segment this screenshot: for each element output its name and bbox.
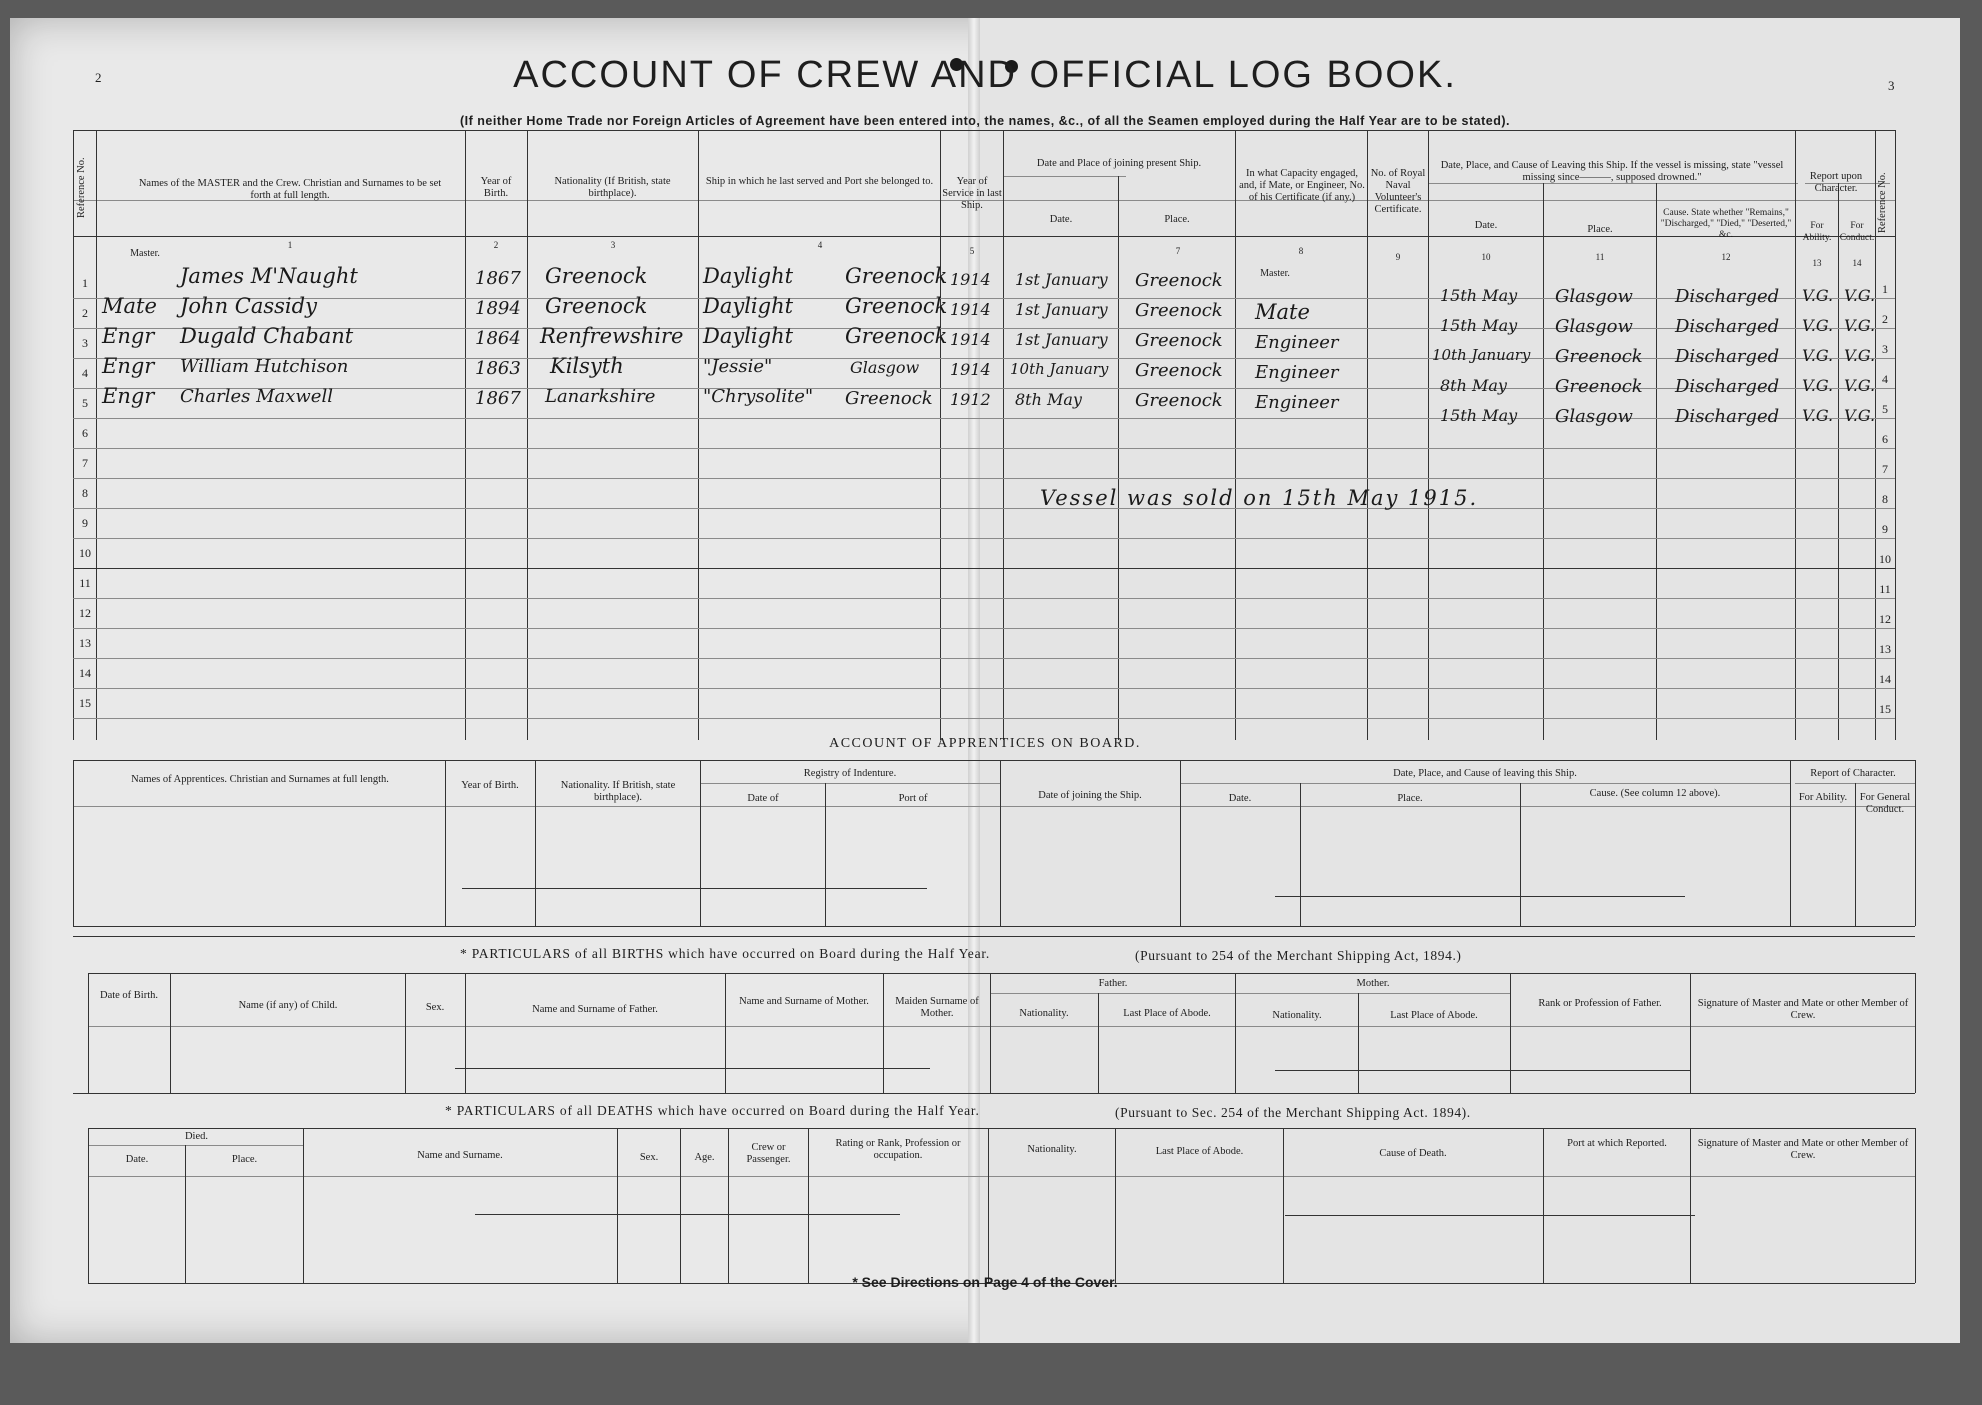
rule bbox=[1180, 760, 1181, 926]
crew-ship: Daylight bbox=[703, 324, 794, 348]
crew-port: Greenock bbox=[845, 388, 933, 409]
crew-ability: V.G. bbox=[1802, 316, 1834, 335]
rule bbox=[535, 760, 536, 926]
crew-join-date: 1st January bbox=[1015, 330, 1108, 349]
rule bbox=[1510, 973, 1511, 1093]
rule bbox=[680, 1128, 681, 1283]
rule bbox=[73, 926, 1915, 927]
rule bbox=[73, 806, 1915, 807]
death-header-died: Died. bbox=[184, 1131, 209, 1142]
row-number: 12 bbox=[79, 606, 91, 620]
row-number: 11 bbox=[79, 576, 91, 590]
rule bbox=[988, 1128, 989, 1283]
appr-header-date: Date. bbox=[1228, 793, 1252, 804]
births-act: (Pursuant to 254 of the Merchant Shipping Act, 1894.) bbox=[1135, 948, 1462, 963]
crew-join-date: 1st January bbox=[1015, 270, 1108, 289]
vessel-sold-note: Vessel was sold on 15th May 1915. bbox=[1040, 486, 1479, 510]
row-number: 3 bbox=[82, 336, 88, 350]
header-year-service: Year of Service in last Ship. bbox=[942, 176, 1002, 211]
rule bbox=[1358, 993, 1359, 1093]
rule bbox=[1656, 183, 1657, 740]
crew-ability: V.G. bbox=[1802, 406, 1834, 425]
rule bbox=[700, 760, 701, 926]
row-number: 12 bbox=[1879, 612, 1891, 626]
crew-leave-place: Greenock bbox=[1555, 346, 1643, 367]
col-number: 1 bbox=[287, 240, 293, 250]
master-label: Master. bbox=[130, 248, 160, 259]
page-number-left: 2 bbox=[95, 70, 102, 85]
row-rule bbox=[73, 538, 1895, 539]
crew-cause: Discharged bbox=[1675, 316, 1780, 337]
rule bbox=[73, 760, 74, 926]
page-footer: * See Directions on Page 4 of the Cover. bbox=[852, 1274, 1118, 1290]
crew-name: Dugald Chabant bbox=[180, 324, 354, 348]
crew-ship: Daylight bbox=[703, 294, 794, 318]
crew-birth: 1867 bbox=[475, 268, 521, 289]
row-number: 1 bbox=[82, 276, 88, 290]
births-title: * PARTICULARS of all BIRTHS which have occurred on Board during the Half Year. bbox=[460, 946, 991, 961]
rule bbox=[445, 760, 446, 926]
crew-port: Glasgow bbox=[850, 358, 920, 377]
death-header-age: Age. bbox=[694, 1152, 715, 1163]
crew-rank: Engr bbox=[102, 384, 155, 408]
rule bbox=[1283, 1128, 1284, 1283]
rule bbox=[1795, 130, 1796, 740]
crew-cause: Discharged bbox=[1675, 376, 1780, 397]
rule bbox=[73, 236, 1895, 237]
rule bbox=[883, 973, 884, 1093]
crew-ability: V.G. bbox=[1802, 376, 1834, 395]
rule bbox=[1838, 183, 1839, 740]
logbook-spread bbox=[10, 18, 1960, 1343]
rule bbox=[1543, 183, 1544, 740]
rule bbox=[88, 1176, 1915, 1177]
rule bbox=[698, 130, 699, 740]
crew-nationality: Kilsyth bbox=[550, 354, 624, 378]
crew-join-place: Greenock bbox=[1135, 390, 1223, 411]
crew-ability: V.G. bbox=[1802, 286, 1834, 305]
rule bbox=[88, 1128, 1915, 1129]
row-rule bbox=[73, 688, 1895, 689]
rule bbox=[1895, 130, 1896, 740]
row-number: 4 bbox=[82, 366, 88, 380]
rule bbox=[88, 1145, 303, 1146]
row-number: 13 bbox=[1879, 642, 1891, 656]
header-nationality: Nationality (If British, state birthplace). bbox=[554, 176, 671, 199]
rule bbox=[940, 130, 941, 740]
crew-join-place: Greenock bbox=[1135, 330, 1223, 351]
crew-join-date: 10th January bbox=[1010, 360, 1109, 378]
crew-conduct: V.G. bbox=[1844, 286, 1876, 305]
crew-capacity: Engineer bbox=[1255, 332, 1339, 353]
birth-header-rank: Rank or Profession of Father. bbox=[1538, 998, 1662, 1009]
col-number: 10 bbox=[1481, 252, 1491, 262]
rule bbox=[185, 1145, 186, 1283]
row-number: 3 bbox=[1882, 342, 1888, 356]
crew-conduct: V.G. bbox=[1844, 346, 1876, 365]
row-rule bbox=[73, 628, 1895, 629]
rule bbox=[1915, 973, 1916, 1093]
appr-header-birth: Year of Birth. bbox=[461, 780, 519, 791]
rule bbox=[96, 130, 97, 740]
header-birth: Year of Birth. bbox=[480, 176, 512, 199]
crew-join-date: 1st January bbox=[1015, 300, 1108, 319]
row-number: 10 bbox=[79, 546, 91, 560]
crew-leave-place: Glasgow bbox=[1555, 286, 1633, 307]
col-number: 12 bbox=[1721, 252, 1731, 262]
rule bbox=[1003, 176, 1126, 177]
crew-nationality: Lanarkshire bbox=[545, 386, 656, 407]
crew-year: 1912 bbox=[950, 390, 991, 409]
death-header-date: Date. bbox=[125, 1154, 149, 1165]
header-join-place: Place. bbox=[1164, 214, 1190, 225]
rule bbox=[617, 1128, 618, 1283]
crew-ship: "Jessie" bbox=[703, 356, 773, 377]
crew-nationality: Renfrewshire bbox=[540, 324, 684, 348]
row-number: 14 bbox=[1879, 672, 1891, 686]
rule bbox=[1915, 760, 1916, 926]
header-ref-no-right: Reference No. bbox=[1877, 172, 1888, 234]
row-number: 5 bbox=[1882, 402, 1888, 416]
crew-leave-place: Greenock bbox=[1555, 376, 1643, 397]
crew-capacity: Master. bbox=[1260, 268, 1290, 279]
crew-year: 1914 bbox=[950, 270, 991, 289]
rule bbox=[1543, 1128, 1544, 1283]
rule bbox=[88, 1128, 89, 1283]
row-number: 7 bbox=[82, 456, 88, 470]
col-number: 2 bbox=[493, 240, 499, 250]
row-rule bbox=[73, 478, 1895, 479]
page-subtitle: (If neither Home Trade nor Foreign Articles of Agreement have been entered into, the names, &c., of all the Seamen employed during the Half Year are to be stated). bbox=[459, 114, 1510, 128]
row-number: 15 bbox=[79, 696, 91, 710]
death-header-place: Place. bbox=[231, 1154, 258, 1165]
rule bbox=[73, 760, 1915, 761]
rule bbox=[465, 130, 466, 740]
crew-conduct: V.G. bbox=[1844, 376, 1876, 395]
crew-leave-place: Glasgow bbox=[1555, 316, 1633, 337]
rule bbox=[1118, 176, 1119, 740]
col-number: 8 bbox=[1298, 246, 1304, 256]
birth-header-mother-name: Name and Surname of Mother. bbox=[739, 996, 869, 1007]
page-title: ACCOUNT OF CREW AND OFFICIAL LOG BOOK. bbox=[513, 54, 1457, 96]
rule bbox=[1300, 783, 1301, 926]
appr-header-leaving: Date, Place, and Cause of leaving this Ship. bbox=[1393, 768, 1577, 779]
row-number: 11 bbox=[1879, 582, 1891, 596]
death-header-abode: Last Place of Abode. bbox=[1155, 1146, 1244, 1157]
rule bbox=[73, 568, 1895, 569]
rule bbox=[1180, 783, 1790, 784]
crew-leave-date: 15th May bbox=[1440, 316, 1518, 335]
header-leave-place: Place. bbox=[1587, 224, 1613, 235]
header-joining: Date and Place of joining present Ship. bbox=[1036, 158, 1202, 169]
rule bbox=[1428, 130, 1429, 740]
deaths-title: * PARTICULARS of all DEATHS which have occurred on Board during the Half Year. bbox=[445, 1103, 980, 1118]
row-number: 8 bbox=[82, 486, 88, 500]
crew-leave-place: Glasgow bbox=[1555, 406, 1633, 427]
rule bbox=[1003, 130, 1004, 740]
rule bbox=[73, 130, 1895, 131]
row-rule bbox=[73, 718, 1895, 719]
rule bbox=[1235, 130, 1236, 740]
header-capacity: In what Capacity engaged, and, if Mate, or Engineer, No. of his Certificate (if any.) bbox=[1239, 168, 1365, 203]
strike-line bbox=[462, 888, 927, 889]
crew-nationality: Greenock bbox=[545, 264, 648, 288]
rule bbox=[1790, 760, 1791, 926]
rule bbox=[88, 973, 1915, 974]
row-number: 8 bbox=[1882, 492, 1888, 506]
rule bbox=[73, 936, 1915, 937]
header-cause: Cause. State whether "Remains," "Discharged," "Died," "Deserted," &c. bbox=[1660, 208, 1792, 240]
rule bbox=[1520, 783, 1521, 926]
crew-name: John Cassidy bbox=[180, 294, 317, 318]
birth-header-maiden: Maiden Surname of Mother. bbox=[895, 996, 979, 1019]
appr-header-place: Place. bbox=[1397, 793, 1423, 804]
header-ref-no: Reference No. bbox=[76, 157, 87, 219]
rule bbox=[1098, 993, 1099, 1093]
rule bbox=[88, 1026, 1915, 1027]
crew-rank: Engr bbox=[102, 354, 155, 378]
row-number: 2 bbox=[82, 306, 88, 320]
crew-birth: 1867 bbox=[475, 388, 521, 409]
rule bbox=[405, 973, 406, 1093]
col-number: 14 bbox=[1852, 258, 1862, 268]
deaths-act: (Pursuant to Sec. 254 of the Merchant Shipping Act. 1894). bbox=[1115, 1105, 1471, 1120]
crew-name: William Hutchison bbox=[180, 356, 349, 377]
crew-join-place: Greenock bbox=[1135, 300, 1223, 321]
rule bbox=[808, 1128, 809, 1283]
rule bbox=[1915, 1128, 1916, 1283]
birth-header-father-abode: Last Place of Abode. bbox=[1123, 1008, 1211, 1019]
rule bbox=[990, 973, 991, 1093]
col-number: 3 bbox=[610, 240, 616, 250]
row-number: 9 bbox=[1882, 522, 1888, 536]
death-header-cause: Cause of Death. bbox=[1379, 1148, 1447, 1159]
strike-line bbox=[455, 1068, 930, 1069]
col-number: 13 bbox=[1812, 258, 1822, 268]
rule bbox=[728, 1128, 729, 1283]
header-leave-date: Date. bbox=[1474, 220, 1498, 231]
col-number: 11 bbox=[1595, 252, 1605, 262]
death-header-sex: Sex. bbox=[639, 1152, 659, 1163]
apprentices-title: ACCOUNT OF APPRENTICES ON BOARD. bbox=[829, 736, 1141, 751]
row-number: 2 bbox=[1882, 312, 1888, 326]
row-number: 9 bbox=[82, 516, 88, 530]
header-join-date: Date. bbox=[1049, 214, 1073, 225]
crew-port: Greenock bbox=[845, 294, 948, 318]
strike-line bbox=[475, 1214, 900, 1215]
crew-ability: V.G. bbox=[1802, 346, 1834, 365]
row-number: 10 bbox=[1879, 552, 1891, 566]
death-header-port: Port at which Reported. bbox=[1567, 1138, 1667, 1149]
crew-ship: Daylight bbox=[703, 264, 794, 288]
crew-cause: Discharged bbox=[1675, 406, 1780, 427]
crew-cause: Discharged bbox=[1675, 286, 1780, 307]
header-ability: For Ability. bbox=[1802, 221, 1832, 243]
crew-ship: "Chrysolite" bbox=[703, 386, 814, 407]
crew-birth: 1863 bbox=[475, 358, 521, 379]
row-number: 14 bbox=[79, 666, 91, 680]
rule bbox=[825, 783, 826, 926]
row-number: 6 bbox=[82, 426, 88, 440]
crew-capacity: Mate bbox=[1255, 300, 1310, 324]
crew-conduct: V.G. bbox=[1844, 406, 1876, 425]
rule bbox=[73, 130, 74, 740]
crew-port: Greenock bbox=[845, 324, 948, 348]
row-number: 7 bbox=[1882, 462, 1888, 476]
death-header-nationality: Nationality. bbox=[1027, 1144, 1077, 1155]
appr-header-port-of: Port of bbox=[898, 793, 928, 804]
appr-header-conduct: For General Conduct. bbox=[1859, 792, 1911, 815]
rule bbox=[1115, 1128, 1116, 1283]
rule bbox=[725, 973, 726, 1093]
crew-capacity: Engineer bbox=[1255, 362, 1339, 383]
death-header-rating: Rating or Rank, Profession or occupation. bbox=[835, 1138, 961, 1161]
death-header-name: Name and Surname. bbox=[417, 1150, 503, 1161]
crew-conduct: V.G. bbox=[1844, 316, 1876, 335]
birth-header-mother: Mother. bbox=[1356, 978, 1390, 989]
crew-year: 1914 bbox=[950, 360, 991, 379]
appr-header-joining: Date of joining the Ship. bbox=[1038, 790, 1142, 801]
crew-nationality: Greenock bbox=[545, 294, 648, 318]
birth-header-sex: Sex. bbox=[425, 1002, 445, 1013]
crew-name: Charles Maxwell bbox=[180, 386, 333, 407]
rule bbox=[1235, 973, 1236, 1093]
crew-join-place: Greenock bbox=[1135, 270, 1223, 291]
appr-header-report: Report of Character. bbox=[1810, 768, 1896, 779]
row-number: 1 bbox=[1882, 282, 1888, 296]
strike-line bbox=[1285, 1215, 1695, 1216]
death-header-signature: Signature of Master and Mate or other Member of Crew. bbox=[1697, 1138, 1909, 1161]
birth-header-date: Date of Birth. bbox=[99, 990, 159, 1001]
row-number: 13 bbox=[79, 636, 91, 650]
birth-header-child: Name (if any) of Child. bbox=[238, 1000, 338, 1011]
birth-header-mother-nationality: Nationality. bbox=[1272, 1010, 1322, 1021]
birth-header-mother-abode: Last Place of Abode. bbox=[1390, 1010, 1478, 1021]
birth-header-signature: Signature of Master and Mate or other Member of Crew. bbox=[1697, 998, 1909, 1021]
death-header-crew: Crew or Passenger. bbox=[746, 1142, 791, 1165]
crew-name: James M'Naught bbox=[180, 264, 358, 288]
appr-header-cause: Cause. (See column 12 above). bbox=[1589, 788, 1721, 799]
crew-join-place: Greenock bbox=[1135, 360, 1223, 381]
row-rule bbox=[73, 598, 1895, 599]
birth-header-father-name: Name and Surname of Father. bbox=[532, 1004, 658, 1015]
crew-cause: Discharged bbox=[1675, 346, 1780, 367]
col-number: 7 bbox=[1175, 246, 1181, 256]
birth-header-father: Father. bbox=[1098, 978, 1128, 989]
header-leaving: Date, Place, and Cause of Leaving this Ship. If the vessel is missing, state "vessel missing since———, supposed drowned." bbox=[1440, 160, 1784, 183]
crew-leave-date: 15th May bbox=[1440, 286, 1518, 305]
crew-rank: Engr bbox=[102, 324, 155, 348]
appr-header-registry: Registry of Indenture. bbox=[803, 768, 897, 779]
rule bbox=[990, 993, 1510, 994]
rule bbox=[700, 783, 1000, 784]
crew-port: Greenock bbox=[845, 264, 948, 288]
row-number: 15 bbox=[1879, 702, 1891, 716]
page-number-right: 3 bbox=[1888, 78, 1895, 93]
rule bbox=[465, 973, 466, 1093]
header-last-ship: Ship in which he last served and Port she belonged to. bbox=[705, 176, 934, 187]
crew-leave-date: 8th May bbox=[1440, 376, 1507, 395]
col-number: 4 bbox=[817, 240, 823, 250]
row-rule bbox=[73, 658, 1895, 659]
header-names: Names of the MASTER and the Crew. Christian and Surnames to be set forth at full length. bbox=[138, 178, 442, 201]
col-number: 9 bbox=[1395, 252, 1401, 262]
crew-birth: 1864 bbox=[475, 328, 521, 349]
crew-rank: Mate bbox=[102, 294, 157, 318]
appr-header-nationality: Nationality. If British, state birthplace). bbox=[560, 780, 676, 803]
row-rule bbox=[73, 508, 1895, 509]
strike-line bbox=[1275, 1070, 1690, 1071]
rule bbox=[1690, 973, 1691, 1093]
row-number: 5 bbox=[82, 396, 88, 410]
appr-header-date-of: Date of bbox=[747, 793, 779, 804]
row-number: 4 bbox=[1882, 372, 1888, 386]
crew-capacity: Engineer bbox=[1255, 392, 1339, 413]
rule bbox=[527, 130, 528, 740]
rule bbox=[88, 973, 89, 1093]
crew-leave-date: 15th May bbox=[1440, 406, 1518, 425]
rule bbox=[170, 973, 171, 1093]
birth-header-father-nationality: Nationality. bbox=[1019, 1008, 1069, 1019]
crew-join-date: 8th May bbox=[1015, 390, 1082, 409]
rule bbox=[303, 1128, 304, 1283]
header-report: Report upon Character. bbox=[1809, 171, 1863, 194]
col-number: 5 bbox=[969, 246, 975, 256]
row-rule bbox=[73, 448, 1895, 449]
crew-year: 1914 bbox=[950, 330, 991, 349]
header-rnv: No. of Royal Naval Volunteer's Certificate. bbox=[1370, 168, 1426, 215]
header-conduct: For Conduct. bbox=[1839, 221, 1875, 243]
row-number: 6 bbox=[1882, 432, 1888, 446]
crew-year: 1914 bbox=[950, 300, 991, 319]
rule bbox=[1367, 130, 1368, 740]
appr-header-names: Names of Apprentices. Christian and Surnames at full length. bbox=[131, 774, 389, 785]
strike-line bbox=[1275, 896, 1685, 897]
crew-birth: 1894 bbox=[475, 298, 521, 319]
rule bbox=[73, 1093, 1915, 1094]
rule bbox=[1690, 1128, 1691, 1283]
appr-header-ability: For Ability. bbox=[1798, 792, 1848, 803]
rule bbox=[1000, 760, 1001, 926]
crew-leave-date: 10th January bbox=[1432, 346, 1531, 364]
